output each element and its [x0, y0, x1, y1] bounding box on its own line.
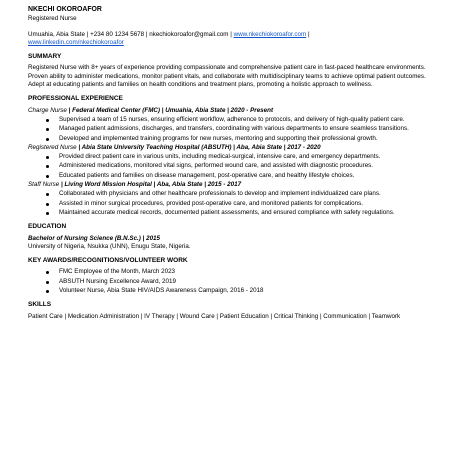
website-link[interactable]: www.nkechiokoroafor.com [233, 30, 307, 38]
job-details: | Federal Medical Center (FMC) | Umuahia, Abia State | 2020 - Present [66, 106, 274, 114]
candidate-title: Registered Nurse [28, 15, 77, 23]
job-entry [28, 107, 431, 143]
list-item: Supervised a team of 15 nurses, ensuring efficient workflow, adherence to protocols, and delivery of high-quality patient care. [46, 116, 431, 124]
summary-text: Registered Nurse with 8+ years of experience providing compassionate and comprehensive patient care in fast-paced healthcare environments. Proven ability to administer medications, monitor patient vitals, and collaborate with multidisciplinary teams to achieve optimal patient outcomes. Adept at educating patients and families on health conditions and treatment plans, promoting a holistic approach to wellness. [28, 64, 426, 89]
awards-heading: KEY AWARDS/RECOGNITIONS/VOLUNTEER WORK [28, 257, 188, 265]
list-item: FMC Employee of the Month, March 2023 [46, 268, 431, 276]
job-title-line [28, 181, 431, 189]
skills-heading: SKILLS [28, 301, 52, 309]
job-role: Charge Nurse [28, 106, 67, 114]
summary-heading: SUMMARY [28, 53, 62, 61]
contact-details: Umuahia, Abia State | +234 80 1234 5678 | nkechiokoroafor@gmail.com | [28, 30, 234, 38]
job-entry [28, 144, 431, 180]
job-role: Staff Nurse [28, 181, 60, 189]
list-item: Collaborated with physicians and other healthcare professionals to develop and implement individualized care plans. [46, 190, 431, 198]
skills-text: Patient Care | Medication Administration | IV Therapy | Wound Care | Patient Education | Critical Thinking | Communication | Teamwork [28, 312, 401, 320]
list-item: Managed patient admissions, discharges, and transfers, coordinating with various departments to ensure seamless transitions. [46, 125, 431, 133]
job-role: Registered Nurse [28, 143, 77, 151]
contact-line [28, 31, 431, 48]
job-title-line [28, 107, 431, 115]
job-details: | Abia State University Teaching Hospital (ABSUTH) | Aba, Abia State | 2017 - 2020 [76, 143, 321, 151]
job-bullets [28, 190, 431, 217]
education-degree: Bachelor of Nursing Science (B.N.Sc.) | 2015 [28, 234, 160, 242]
list-item: Assisted in minor surgical procedures, provided post-operative care, and monitored patients for complications. [46, 200, 431, 208]
list-item: Volunteer Nurse, Abia State HIV/AIDS Awareness Campaign, 2016 - 2018 [46, 287, 431, 295]
list-item: Administered medications, monitored vital signs, performed wound care, and assisted with diagnostic procedures. [46, 162, 431, 170]
list-item: Provided direct patient care in various units, including medical-surgical, intensive care, and emergency departments. [46, 153, 431, 161]
contact-separator: | [306, 30, 310, 38]
list-item: Educated patients and families on disease management, post-operative care, and healthy lifestyle choices. [46, 172, 431, 180]
experience-heading: PROFESSIONAL EXPERIENCE [28, 95, 123, 103]
education-school: University of Nigeria, Nsukka (UNN), Enugu State, Nigeria. [28, 242, 191, 250]
job-title-line [28, 144, 431, 152]
linkedin-link[interactable]: www.linkedin.com/nkechiokoroafor [28, 38, 124, 46]
education-heading: EDUCATION [28, 223, 67, 231]
candidate-name: NKECHI OKOROAFOR [28, 6, 102, 13]
job-bullets [28, 153, 431, 180]
list-item: Maintained accurate medical records, documented patient assessments, and ensured compliance with safety regulations. [46, 209, 431, 217]
job-bullets [28, 116, 431, 143]
list-item: ABSUTH Nursing Excellence Award, 2019 [46, 278, 431, 286]
job-entry [28, 181, 431, 217]
list-item: Developed and implemented training programs for new nurses, mentoring and supporting their professional growth. [46, 135, 431, 143]
awards-list [28, 268, 431, 295]
job-details: | Living Word Mission Hospital | Aba, Abia State | 2015 - 2017 [59, 181, 242, 189]
